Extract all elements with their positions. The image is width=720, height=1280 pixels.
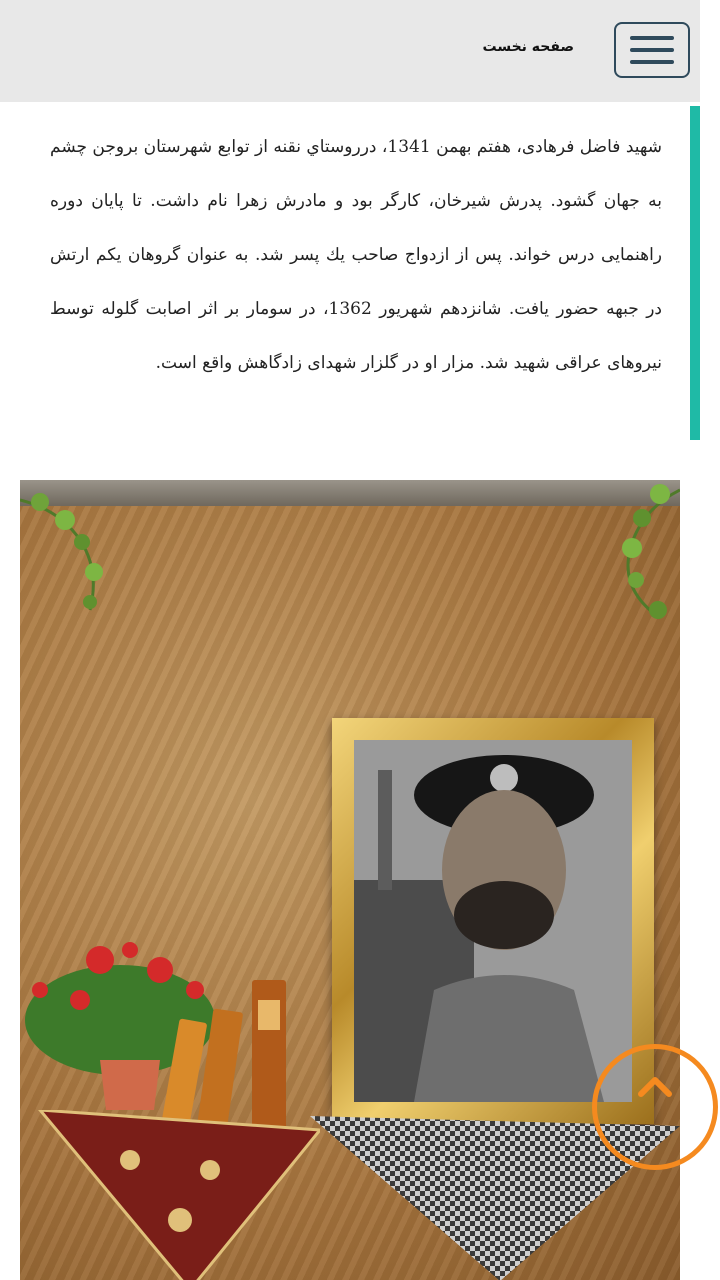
books-decoration <box>160 980 300 1130</box>
hamburger-menu-icon <box>630 48 674 52</box>
martyr-poster-image <box>20 480 680 1280</box>
article-accent-bar <box>690 106 700 440</box>
chevron-up-icon <box>638 1075 672 1097</box>
vine-leaves-decoration <box>560 480 680 620</box>
scroll-to-top-button[interactable] <box>592 1044 718 1170</box>
gold-picture-frame <box>332 718 654 1124</box>
portrait-figure <box>354 740 632 1102</box>
embroidered-cloth-decoration <box>20 1110 320 1280</box>
martyr-portrait-photo <box>354 740 632 1102</box>
biography-text: شهید فاضل فرهادی، هفتم بهمن 1341، درروستاي نقنه از توابع شهرستان بروجن چشم به جهان گشود. پدرش شیرخان، کارگر بود و مادرش زهرا نام داشت. تا پایان دوره راهنمایی درس خواند. پس از ازدواج صاحب يك پسر شد. به عنوان گروهان یکم ارتش در جبهه حضور یافت. شانزدهم شهریور 1362، در سومار بر اثر اصابت گلوله توسط نیروهای عراقی شهید شد. مزار او در گلزار شهدای زادگاهش واقع است. <box>50 137 662 373</box>
home-link[interactable]: صفحه نخست <box>482 39 574 55</box>
hamburger-menu-icon <box>630 60 674 64</box>
vine-leaves-decoration <box>20 480 140 620</box>
hamburger-menu-icon <box>630 36 674 40</box>
hamburger-menu-button[interactable] <box>614 22 690 78</box>
top-navigation-bar <box>0 0 700 102</box>
